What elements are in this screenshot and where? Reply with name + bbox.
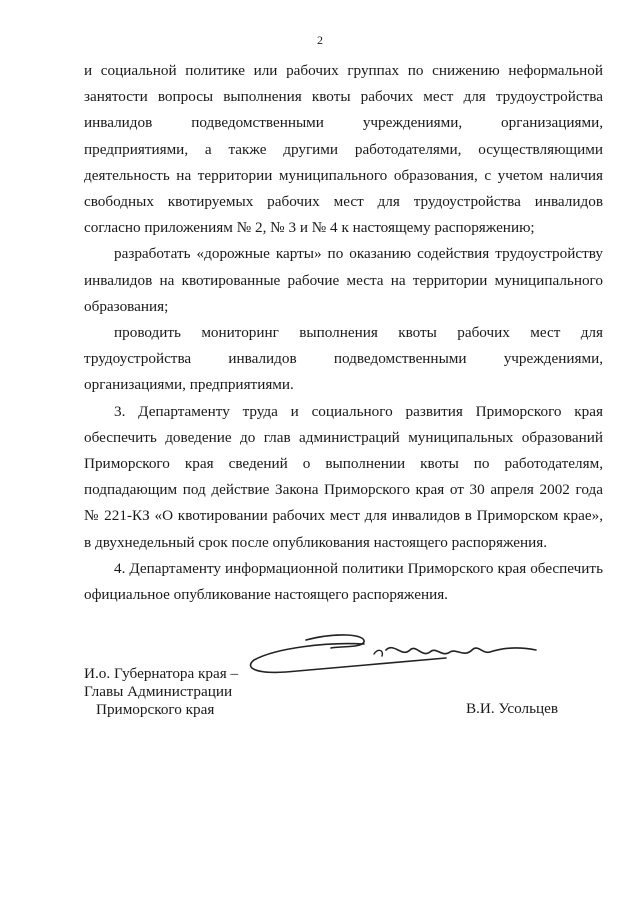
paragraph-continuation: и социальной политике или рабочих группах по снижению неформальной занятости вопросы выполнения квоты рабочих мест для трудоустройства инвалидов подведомственными учреждениями, организациями, предприятиями, а также другими работодателями, осуществляющими деятельность на территории муниципального образования, с учетом наличия свободных квотируемых рабочих мест для трудоустройства инвалидов согласно приложениям № 2, № 3 и № 4 к настоящему распоряжению; — [84, 62, 603, 237]
paragraph-road-maps: разработать «дорожные карты» по оказанию содействия трудоустройству инвалидов на квотированные рабочие места на территории муниципального образования; — [84, 245, 603, 315]
signatory-position-line-2: Главы Администрации — [84, 683, 233, 700]
paragraph-item-3: 3. Департаменту труда и социального развития Приморского края обеспечить доведение до глав администраций муниципальных образований Приморского края сведений о выполнении квоты по работодателям, подпадающим под действие Закона Приморского края от 30 апреля 2002 года № 221-КЗ «О квотировании рабочих мест для инвалидов в Приморском крае», в двухнедельный срок после опубликования настоящего распоряжения. — [84, 402, 603, 551]
paragraph-item-4: 4. Департаменту информационной политики Приморского края обеспечить официальное опубликование настоящего распоряжения. — [84, 559, 603, 604]
signatory-name: В.И. Усольцев — [466, 700, 559, 717]
handwritten-signature — [246, 628, 556, 688]
signatory-position-line-3: Приморского края — [96, 701, 215, 718]
paragraph-monitoring: проводить мониторинг выполнения квоты рабочих мест для трудоустройства инвалидов подведомственными учреждениями, организациями, предприятиями. — [84, 324, 603, 394]
signatory-position-line-1: И.о. Губернатора края – — [84, 665, 239, 682]
document-body — [84, 58, 603, 608]
page-number: 2 — [317, 33, 323, 47]
